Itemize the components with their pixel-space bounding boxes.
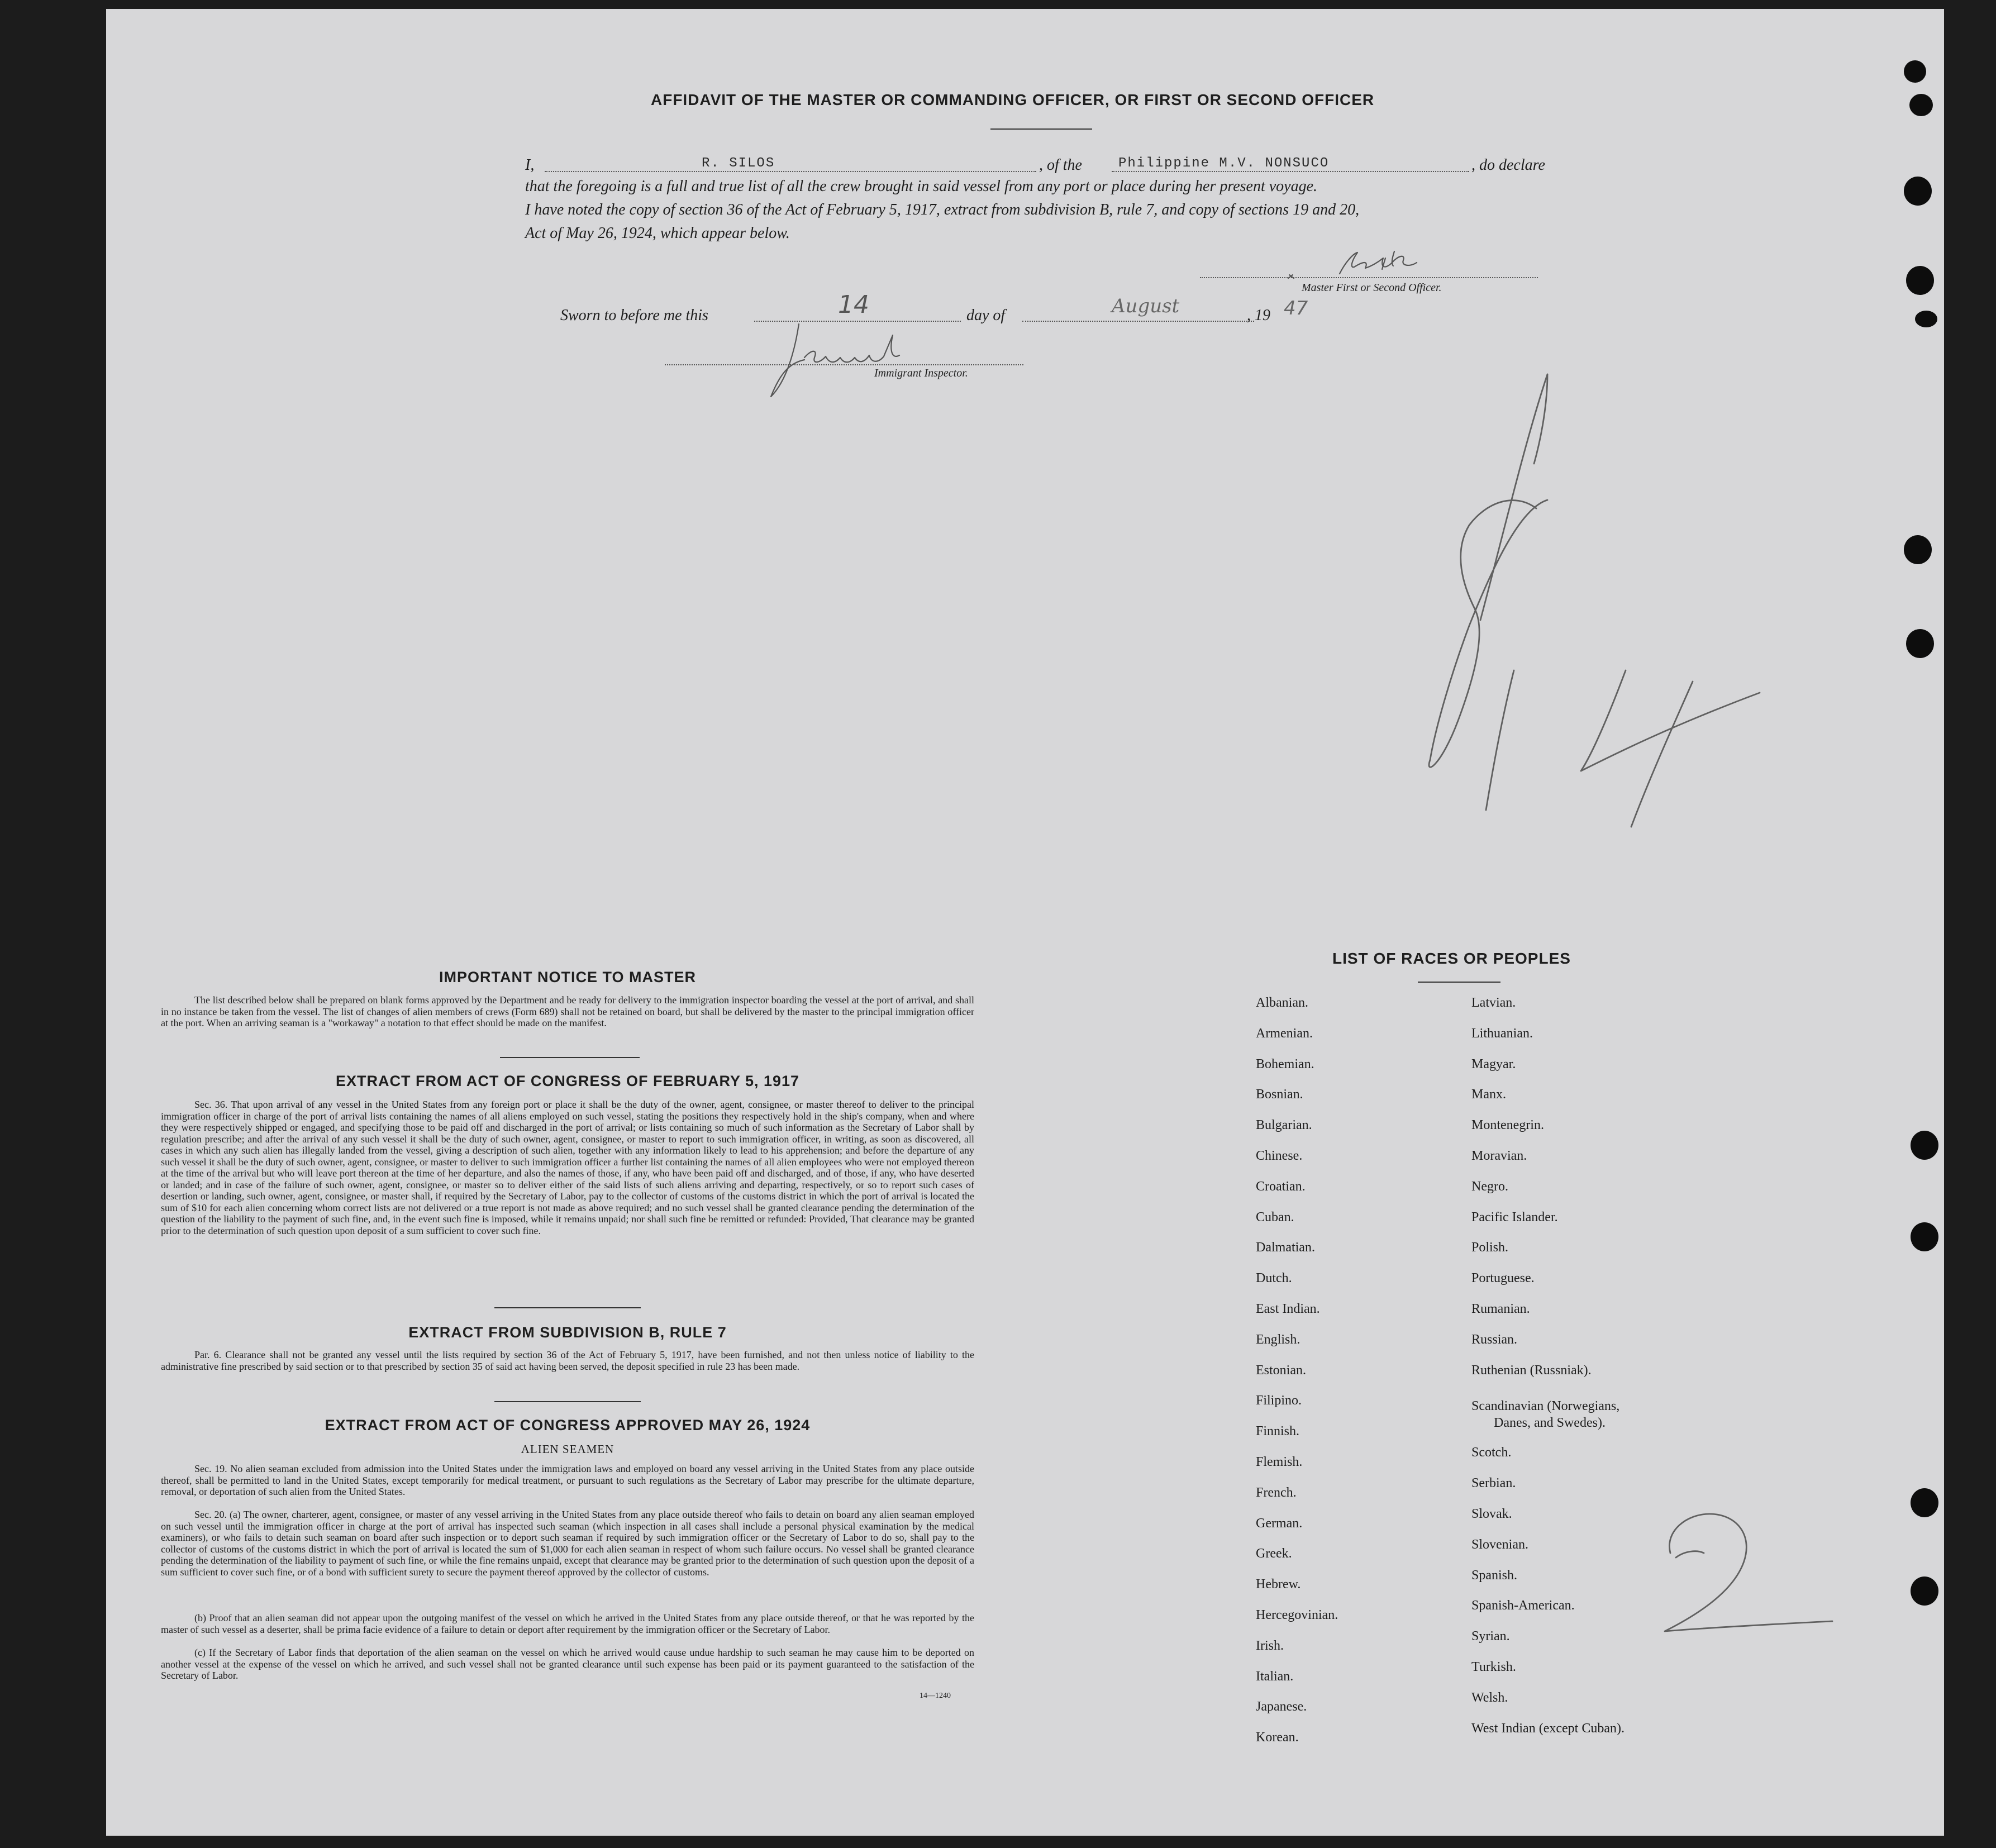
punch-hole — [1911, 1488, 1938, 1517]
races-title: LIST OF RACES OR PEOPLES — [1332, 950, 1571, 967]
race-item: Spanish-American. — [1471, 1598, 1575, 1613]
divider-2 — [494, 1307, 641, 1308]
name-line — [545, 171, 1036, 172]
inspector-signature-line — [665, 364, 1023, 365]
sworn-day-field: 14 — [838, 290, 869, 319]
race-item: Dalmatian. — [1256, 1240, 1315, 1255]
form-number: 14—1240 — [920, 1692, 951, 1700]
race-item: German. — [1256, 1516, 1303, 1531]
race-item: Portuguese. — [1471, 1271, 1535, 1286]
race-item: Italian. — [1256, 1669, 1294, 1684]
extract-1917-text: Sec. 36. That upon arrival of any vessel in the United States from any foreign port or place it shall be the duty of the owner, agent, consignee, or master thereof to deliver to the principal immigration officer in charge of the port of arrival lists containing the names of all aliens employed on such vessel, stating the positions they respectively hold in the ship's company, when and where they were respectively shipped or engaged, and specifying those to be paid off and discharged in the port of arrival; or lists containing so much of such information as the Secretary of Labor shall by regulation prescribe; and after the arrival of any such vessel it shall be the duty of such owner, agent, consignee, or master to report to such immigration officer, in writing, as soon as discovered, all cases in which any such alien has illegally landed from the vessel, giving a description of such alien, together with any information likely to lead to his apprehension; and before the departure of any such vessel it shall be the duty of such owner, agent, consignee, or master to deliver to such immigration officer a further list containing the names of all alien employees who were not employed thereon at the time of the arrival but who will leave port thereon at the time of her departure, and also the names of those, if any, who have been paid off and discharged, and of those, if any, who have deserted or landed; and in case of the failure of such owner, agent, consignee, or master so to deliver either of the said lists of such aliens arriving and departing, respectively, or so to report such cases of desertion or landing, such owner, agent, consignee, or master shall, if required by the Secretary of Labor, pay to the collector of customs of the customs district in which the port of arrival is located the sum of $10 for each alien concerning whom correct lists are not delivered or a true report is not made as above required; and no such vessel shall be granted clearance pending the determination of the question of the liability to the payment of such fine, and, in the event such fine is imposed, while it remains unpaid; nor shall such fine be remitted or refunded: Provided, That clearance may be granted prior to the determination of such question upon deposit of a sum sufficient to cover such fine. — [161, 1099, 974, 1236]
punch-hole — [1906, 629, 1934, 658]
vessel-name-field: Philippine M.V. NONSUCO — [1118, 156, 1330, 171]
race-item: Korean. — [1256, 1730, 1299, 1745]
race-item: Irish. — [1256, 1638, 1284, 1653]
race-item: Dutch. — [1256, 1271, 1292, 1286]
punch-hole — [1906, 266, 1934, 295]
inspector-signature — [760, 313, 944, 408]
race-item: Syrian. — [1471, 1629, 1510, 1644]
do-declare-label: , do declare — [1471, 156, 1545, 174]
race-item: French. — [1256, 1485, 1297, 1500]
sec20c-text: (c) If the Secretary of Labor finds that deportation of the alien seaman on the vessel on which he arrived would cause undue hardship to such seaman he may cause him to be deported on another vessel at the expense of the vessel on which he arrived, and such vessel shall not be granted clearance until such expense has been paid or its payment guaranteed to the satisfaction of the Secretary of Labor. — [161, 1647, 974, 1681]
race-item: Manx. — [1471, 1087, 1506, 1102]
race-item: Serbian. — [1471, 1476, 1516, 1491]
of-the-label: , of the — [1039, 156, 1082, 174]
race-item: Ruthenian (Russniak). — [1471, 1363, 1592, 1378]
affidavit-line-3: I have noted the copy of section 36 of the Act of February 5, 1917, extract from subdivision B, rule 7, and copy of sections 19 and 20, — [525, 201, 1360, 218]
race-item: Danes, and Swedes). — [1494, 1416, 1606, 1431]
race-item: Hercegovinian. — [1256, 1608, 1338, 1622]
punch-hole — [1904, 535, 1932, 564]
punch-hole — [1904, 177, 1932, 206]
race-item: English. — [1256, 1332, 1301, 1347]
race-item: Scandinavian (Norwegians, — [1471, 1399, 1620, 1414]
races-title-rule — [1418, 982, 1500, 983]
race-item: East Indian. — [1256, 1302, 1320, 1316]
master-title-label: Master First or Second Officer. — [1302, 282, 1442, 294]
race-item: Rumanian. — [1471, 1302, 1530, 1316]
race-item: Japanese. — [1256, 1699, 1307, 1714]
race-item: Turkish. — [1471, 1660, 1516, 1674]
race-item: Negro. — [1471, 1179, 1508, 1194]
day-of-label: day of — [966, 307, 1006, 324]
race-item: Slovenian. — [1471, 1537, 1528, 1552]
handwritten-date-mark — [1380, 369, 1782, 860]
sworn-month-line — [1022, 321, 1254, 322]
race-item: West Indian (except Cuban). — [1471, 1721, 1625, 1736]
extract-rule7-text: Par. 6. Clearance shall not be granted any vessel until the lists required by section 36 of the Act of February 5, 1917, have been furnished, and not then unless notice of liability to the administrative fine prescribed by said section or to that prescribed by section 35 of said act having been served, the deposit specified in rule 23 has been made. — [161, 1349, 974, 1372]
notice-title: IMPORTANT NOTICE TO MASTER — [439, 969, 696, 985]
title-rule — [990, 128, 1092, 130]
sec20a-text: Sec. 20. (a) The owner, charterer, agent, consignee, or master of any vessel arriving in the United States from any place outside thereof who fails to detain on board any alien seaman employed on such vessel until the immigration officer in charge at the port of arrival has inspected such seaman (which inspection in all cases shall include a personal physical examination by the medical examiners), or who fails to detain such seaman on board after such inspection or to deport such seaman if required by such immigration officer or the Secretary of Labor to do so, shall pay to the collector of customs of the customs district in which the port of arrival is located the sum of $1,000 for each alien seaman in respect of whom such failure occurs. No vessel shall be granted clearance pending the determination of the liability to payment of such fine, or while the fine remains unpaid, except that clearance may be granted prior to the determination of such question upon the deposit of a sum sufficient to cover such fine, or of a bond with sufficient surety to secure the payment thereof approved by the collector of customs. — [161, 1509, 974, 1578]
race-item: Flemish. — [1256, 1455, 1303, 1469]
race-item: Bulgarian. — [1256, 1118, 1312, 1133]
notice-text: The list described below shall be prepared on blank forms approved by the Department and be ready for delivery to the immigration inspector boarding the vessel at the port of arrival, and shall in no instance be taken from the vessel. The list of changes of alien members of crews (Form 689) shall not be retained on board, but shall be delivered by the master to the principal immigration officer at the port. When an arriving seaman is a "workaway" a notation to that effect should be made on the manifest. — [161, 994, 974, 1028]
inspector-label: Immigrant Inspector. — [874, 367, 968, 379]
affidavit-i-label: I, — [525, 156, 535, 174]
race-item: Chinese. — [1256, 1149, 1303, 1163]
race-item: Montenegrin. — [1471, 1118, 1544, 1133]
divider-1 — [500, 1057, 640, 1058]
punch-hole — [1915, 311, 1937, 327]
race-item: Croatian. — [1256, 1179, 1306, 1194]
handwritten-count-mark — [1631, 1503, 1843, 1648]
race-item: Bosnian. — [1256, 1087, 1303, 1102]
race-item: Albanian. — [1256, 996, 1308, 1010]
race-item: Polish. — [1471, 1240, 1509, 1255]
race-item: Filipino. — [1256, 1393, 1302, 1408]
race-item: Finnish. — [1256, 1424, 1300, 1439]
race-item: Spanish. — [1471, 1568, 1518, 1583]
race-item: Pacific Islander. — [1471, 1209, 1558, 1225]
race-item: Cuban. — [1256, 1209, 1294, 1225]
race-item: Slovak. — [1471, 1507, 1512, 1521]
sec19-text: Sec. 19. No alien seaman excluded from admission into the United States under the immigration laws and employed on board any vessel arriving in the United States from any place outside thereof, shall be permitted to land in the United States, except temporarily for medical treatment, or pursuant to such regulations as the Secretary of Labor may prescribe for the ultimate departure, removal, or deportation of such alien from the United States. — [161, 1463, 974, 1497]
race-item: Welsh. — [1471, 1690, 1508, 1705]
race-item: Russian. — [1471, 1332, 1518, 1347]
affidavit-title: AFFIDAVIT OF THE MASTER OR COMMANDING OFFICER, OR FIRST OR SECOND OFFICER — [651, 91, 1375, 108]
extract-rule7-title: EXTRACT FROM SUBDIVISION B, RULE 7 — [408, 1324, 727, 1341]
race-item: Hebrew. — [1256, 1577, 1301, 1592]
punch-hole — [1909, 94, 1933, 116]
race-item: Armenian. — [1256, 1026, 1313, 1041]
vessel-line — [1112, 171, 1469, 172]
year-prefix-label: , 19 — [1247, 307, 1270, 324]
sec20b-text: (b) Proof that an alien seaman did not appear upon the outgoing manifest of the vessel on which he arrived in the United States from any place outside thereof, or that he was reported by the master of such vessel as a deserter, shall be prima facie evidence of a failure to detain or deport after requirement by the immigration officer or the Secretary of Labor. — [161, 1612, 974, 1635]
punch-hole — [1911, 1576, 1938, 1606]
divider-3 — [494, 1401, 641, 1402]
race-item: Greek. — [1256, 1546, 1292, 1561]
extract-1924-title: EXTRACT FROM ACT OF CONGRESS APPROVED MAY 26, 1924 — [325, 1417, 811, 1433]
punch-hole — [1911, 1131, 1938, 1160]
race-item: Magyar. — [1471, 1056, 1516, 1071]
affidavit-line-4: Act of May 26, 1924, which appear below. — [525, 225, 790, 242]
master-name-field: R. SILOS — [702, 156, 775, 171]
race-item: Latvian. — [1471, 996, 1516, 1010]
punch-hole — [1904, 60, 1926, 83]
punch-hole — [1911, 1222, 1938, 1251]
sworn-label: Sworn to before me this — [560, 307, 708, 324]
race-item: Scotch. — [1471, 1445, 1512, 1460]
extract-1917-title: EXTRACT FROM ACT OF CONGRESS OF FEBRUARY 5, 1917 — [335, 1073, 800, 1089]
race-item: Moravian. — [1471, 1149, 1527, 1163]
master-signature — [1274, 246, 1464, 285]
race-item: Bohemian. — [1256, 1056, 1314, 1071]
alien-seamen-subtitle: ALIEN SEAMEN — [521, 1442, 614, 1456]
affidavit-line-2: that the foregoing is a full and true list of all the crew brought in said vessel from any port or place during her present voyage. — [525, 178, 1318, 195]
sworn-year-field: 47 — [1284, 297, 1308, 320]
race-item: Estonian. — [1256, 1363, 1306, 1378]
sworn-month-field: August — [1112, 295, 1180, 317]
race-item: Lithuanian. — [1471, 1026, 1533, 1041]
